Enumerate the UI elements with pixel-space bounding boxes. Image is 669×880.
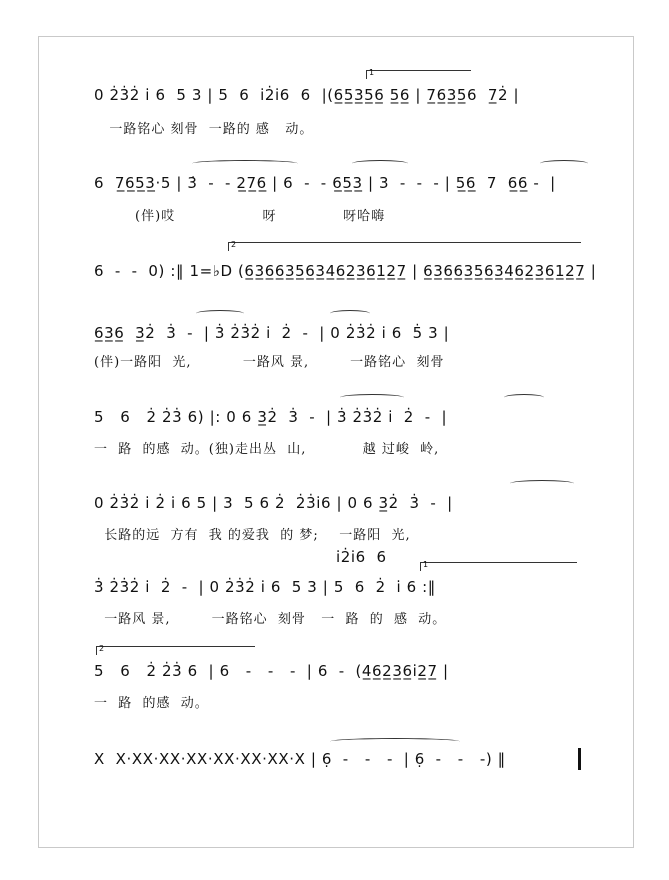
tie-slur-2a: [192, 160, 298, 167]
lyrics-line-5: 一 路 的感 动。(独)走出丛 山, 越 过峻 岭,: [94, 442, 440, 457]
notation-line-2: 6 7̲6̲5̲3̲·5 | 3̇ - - 2̲7̲6̲ | 6 - - 6̲5̲3̲ | 3 - - - | 5̲6̲ 7 6̲6̲ - |: [94, 174, 556, 192]
tie-slur-5b: [504, 394, 544, 401]
notation-line-9: X X·XX·XX·XX·XX·XX·XX·X | 6̣ - - - | 6̣ - - -) ‖: [94, 750, 506, 768]
volta-number-2: 2: [231, 240, 237, 249]
tie-slur-6a: [510, 480, 574, 487]
notation-line-8: 5 6 2̇ 2̇3̇ 6 | 6 - - - | 6 - (4̲6̲2̲3̲6̲i̇2̲7̲ |: [94, 662, 449, 680]
notation-line-7: 3̇ 2̇3̇2̇ i̇ 2̇ - | 0 2̇3̇2̇ i̇ 6 5 3 | 5 6 2̇ i̇ 6 :‖: [94, 578, 436, 596]
volta-bracket-4: [96, 646, 255, 655]
notation-line-3: 6 - - 0) :‖ 1=♭D (6̲3̲6̲6̲3̲5̲6̲3̲4̲6̲2̲3̲6̲1̲2̲7̲ | 6̲3̲6̲6̲3̲5̲6̲3̲4̲6̲2̲3̲6̲1̲2̲7̲ |: [94, 262, 597, 280]
lyrics-line-7: 一路风 景, 一路铭心 刻骨 一 路 的 感 动。: [94, 612, 447, 627]
tie-slur-9a: [330, 738, 460, 745]
tie-slur-2c: [540, 160, 588, 167]
volta-bracket-1: [366, 70, 471, 79]
lyrics-line-1: 一路铭心 刻骨 一路的 感 动。: [94, 122, 314, 137]
lyrics-line-4: (伴)一路阳 光, 一路风 景, 一路铭心 刻骨: [94, 355, 445, 370]
volta-number-1: 1: [369, 68, 375, 77]
volta-bracket-2: [228, 242, 581, 251]
notation-line-4: 6̲3̲6̲ 3̲2̇ 3̇ - | 3̇ 2̇3̇2̇ i̇ 2̇ - | 0 2̇3̇2̇ i̇ 6 5̇ 3 |: [94, 324, 450, 342]
tie-slur-4a: [196, 310, 244, 317]
tie-slur-2b: [352, 160, 408, 167]
notation-line-5: 5 6 2̇ 2̇3̇ 6) |: 0 6 3̲2̇ 3̇ - | 3̇ 2̇3̇2̇ i̇ 2̇ - |: [94, 408, 448, 426]
volta-number-3: 1: [423, 560, 429, 569]
alt-ending-notes: i̇2̇i̇6 6: [336, 548, 387, 566]
tie-slur-5a: [340, 394, 404, 401]
final-barline: [578, 748, 581, 770]
lyrics-line-8: 一 路 的感 动。: [94, 696, 209, 711]
lyrics-line-6: 长路的远 方有 我 的爱我 的 梦; 一路阳 光,: [94, 528, 411, 543]
notation-line-1: 0 2̇3̇2̇ i̇ 6 5 3 | 5 6 i̇2̇i̇6 6 |(6̲5̲3̲5̲6̲ 5̲6̲ | 7̲6̲3̲5̲6 7̲2̇ |: [94, 86, 520, 104]
tie-slur-4b: [330, 310, 370, 317]
notation-line-6: 0 2̇3̇2̇ i̇ 2̇ i̇ 6 5 | 3 5 6 2̇ 2̇3̇i̇6 | 0 6 3̲2̇ 3̇ - |: [94, 494, 453, 512]
volta-number-4: 2: [99, 644, 105, 653]
volta-bracket-3: [420, 562, 577, 571]
lyrics-line-2: (伴)哎 呀 呀哈嗨: [94, 209, 386, 224]
